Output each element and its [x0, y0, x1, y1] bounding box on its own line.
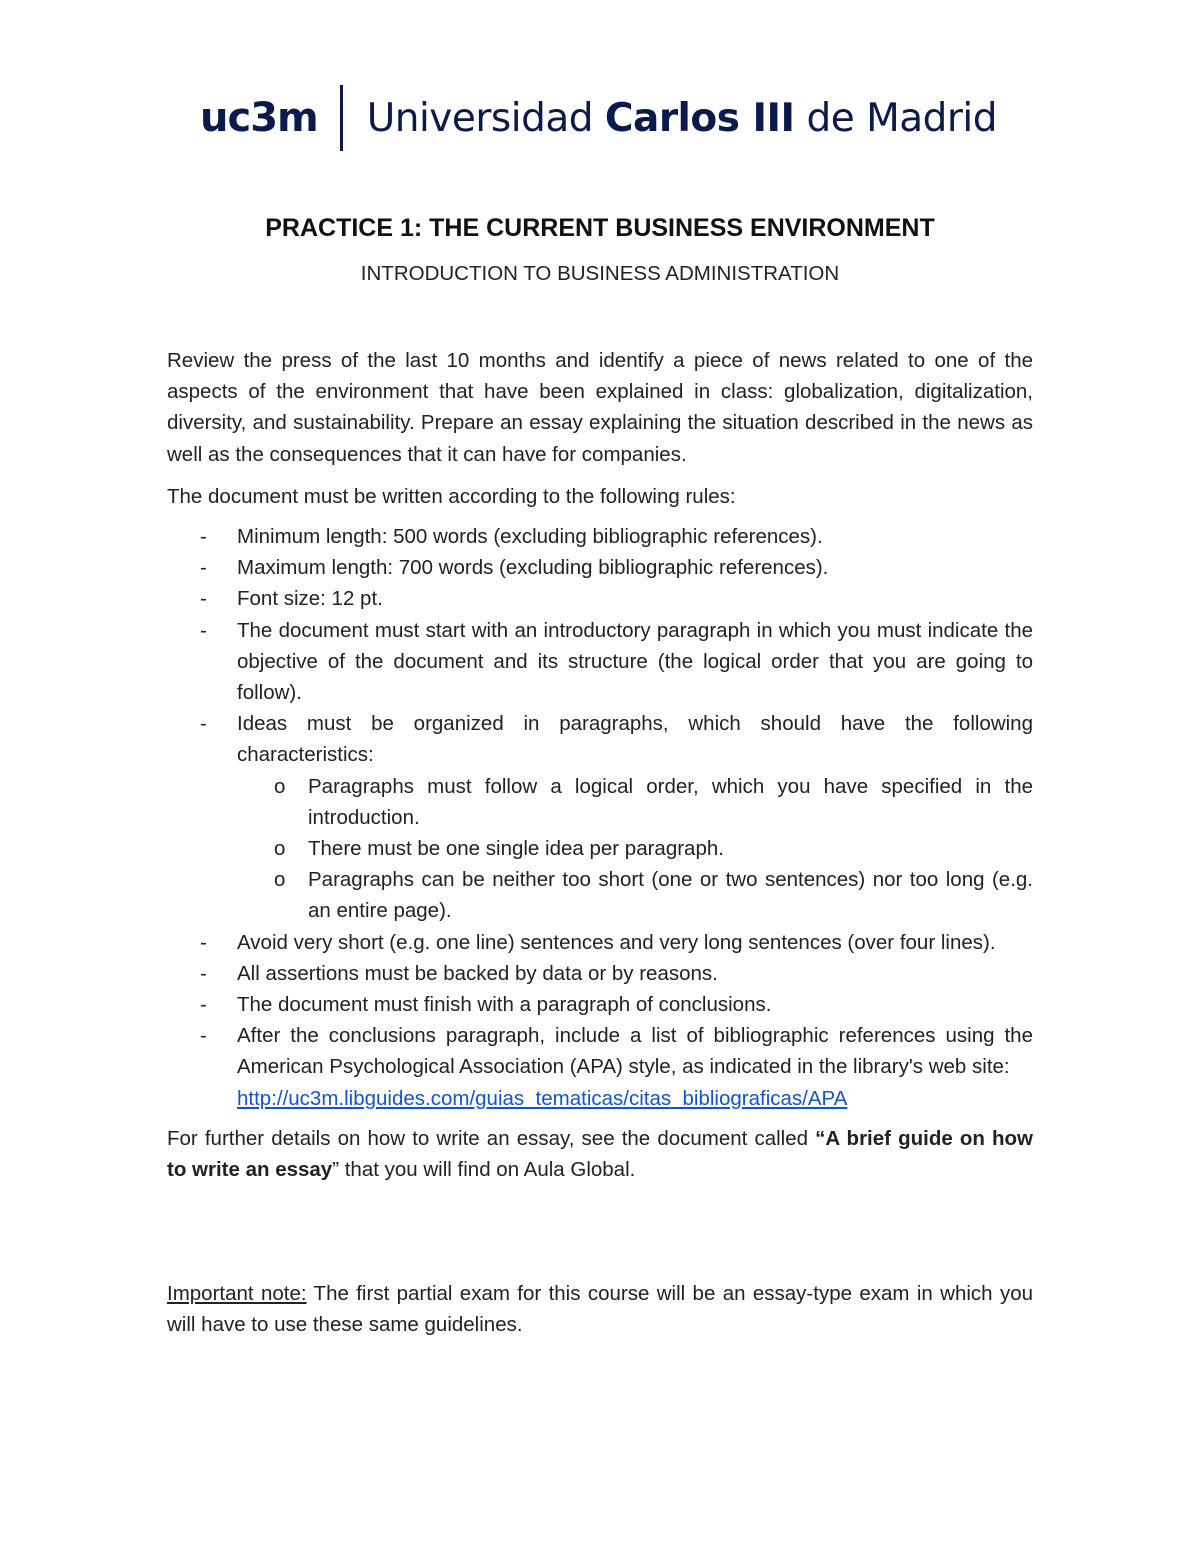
rule-text: Maximum length: 700 words (excluding bibliographic references).	[237, 556, 829, 580]
bullet-marker: -	[200, 961, 207, 985]
intro-paragraph: Review the press of the last 10 months and identify a piece of news related to one of the aspects of the environment that have been explained in class: globalization, digitalization, diversity, and sustainability. Prepare an essay explaining the situation described in the news as well as the consequences that it can have for companies.	[167, 349, 1033, 466]
logo-mark: uc3m	[200, 95, 318, 141]
list-item	[167, 1020, 1033, 1114]
rule-text: Avoid very short (e.g. one line) sentences and very long sentences (over four lines).	[237, 930, 996, 954]
document-subtitle: INTRODUCTION TO BUSINESS ADMINISTRATION	[360, 262, 840, 285]
list-item	[167, 958, 1033, 989]
rule-text: After the conclusions paragraph, include a list of bibliographic references using the American Psychological Association (APA) style, as indicated in the library's web site:	[237, 1024, 1033, 1079]
logo-separator	[340, 85, 343, 151]
university-name-part1: Universidad	[366, 95, 605, 141]
list-item	[167, 927, 1033, 958]
university-name	[366, 95, 998, 141]
rules-intro: The document must be written according to the following rules:	[167, 484, 736, 508]
sub-bullet-marker: o	[274, 868, 286, 892]
sub-list-item	[237, 771, 1033, 833]
bullet-marker: -	[200, 993, 207, 1017]
guide-title: “A brief guide on how to write an essay	[167, 1126, 1033, 1182]
bullet-marker: -	[200, 1024, 207, 1048]
document-title: PRACTICE 1: THE CURRENT BUSINESS ENVIRONMENT	[265, 214, 935, 242]
rule-text: The document must start with an introductory paragraph in which you must indicate the objective of the document and its structure (the logical order that you are going to follow).	[237, 618, 1033, 705]
rules-list	[167, 521, 1033, 1114]
note-label: Important note:	[167, 1282, 307, 1306]
bullet-marker: -	[200, 556, 207, 580]
bullet-marker: -	[200, 525, 207, 549]
paragraph-rules-list	[237, 771, 1033, 927]
apa-guide-link[interactable]: http://uc3m.libguides.com/guias_tematicas/citas_bibliograficas/APA	[237, 1086, 848, 1110]
bullet-marker: -	[200, 587, 207, 611]
rule-text: Font size: 12 pt.	[237, 587, 383, 611]
bullet-marker: -	[200, 618, 207, 642]
note-text: The first partial exam for this course will be an essay-type exam in which you will have to use these same guidelines.	[167, 1282, 1033, 1337]
list-item	[167, 583, 1033, 614]
important-note	[167, 1278, 1033, 1340]
rule-text: Ideas must be organized in paragraphs, which should have the following characteristics:	[237, 712, 1033, 767]
rule-text: The document must finish with a paragraph of conclusions.	[237, 993, 772, 1017]
university-name-part2: de Madrid	[794, 95, 998, 141]
sub-list-item	[237, 833, 1033, 864]
sub-list-item	[237, 864, 1033, 926]
university-name-bold: Carlos III	[604, 95, 795, 141]
list-item	[167, 989, 1033, 1020]
rule-text: Minimum length: 500 words (excluding bibliographic references).	[237, 525, 823, 549]
sub-rule-text: Paragraphs can be neither too short (one or two sentences) nor too long (e.g. an entire page).	[308, 868, 1033, 923]
details-text-2: ” that you will find on Aula Global.	[332, 1158, 636, 1182]
list-item	[167, 708, 1033, 926]
bullet-marker: -	[200, 930, 207, 954]
bullet-marker: -	[200, 712, 207, 736]
sub-rule-text: Paragraphs must follow a logical order, which you have specified in the introduction.	[308, 774, 1033, 829]
details-text-1: For further details on how to write an essay, see the document called	[167, 1126, 816, 1150]
list-item	[167, 552, 1033, 583]
list-item	[167, 521, 1033, 552]
sub-bullet-marker: o	[274, 774, 286, 798]
university-logo	[200, 82, 997, 154]
details-paragraph	[167, 1123, 1033, 1185]
sub-rule-text: There must be one single idea per paragraph.	[308, 837, 724, 861]
sub-bullet-marker: o	[274, 837, 286, 861]
list-item	[167, 615, 1033, 709]
rule-text: All assertions must be backed by data or by reasons.	[237, 961, 718, 985]
document-body	[167, 345, 1033, 1341]
